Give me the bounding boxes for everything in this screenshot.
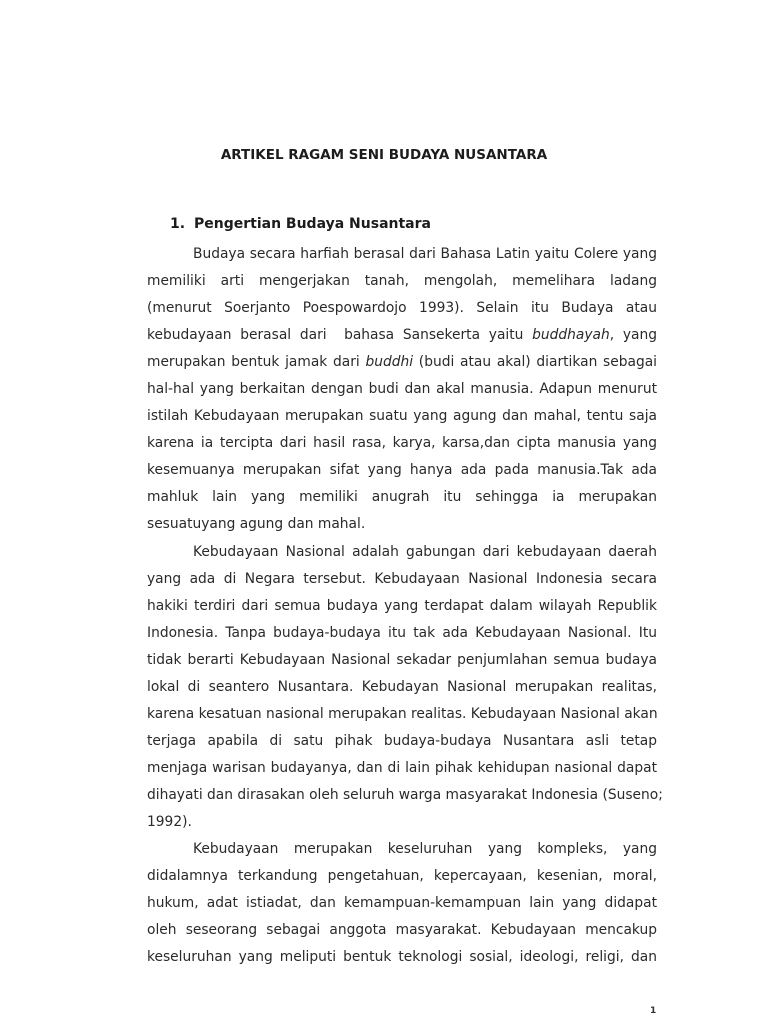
text-segment: merupakan bentuk jamak dari (147, 354, 366, 370)
paragraph-2-line: terjaga apabila di satu pihak budaya-budaya Nusantara asli tetap (147, 733, 657, 749)
paragraph-2-line: lokal di seantero Nusantara. Kebudayan Nasional merupakan realitas, (147, 679, 657, 695)
paragraph-3-line: keseluruhan yang meliputi bentuk teknologi sosial, ideologi, religi, dan (147, 949, 657, 965)
paragraph-2-line: hakiki terdiri dari semua budaya yang terdapat dalam wilayah Republik (147, 598, 657, 614)
paragraph-2-line: 1992). (147, 814, 192, 830)
paragraph-1-line: (menurut Soerjanto Poespowardojo 1993). Selain itu Budaya atau (147, 300, 657, 316)
text-segment: (budi atau akal) diartikan sebagai (413, 354, 657, 370)
italic-term: buddhayah (532, 327, 610, 343)
paragraph-1-line: hal-hal yang berkaitan dengan budi dan akal manusia. Adapun menurut (147, 381, 657, 397)
paragraph-3-line: hukum, adat istiadat, dan kemampuan-kemampuan lain yang didapat (147, 895, 657, 911)
text-segment: , yang (609, 327, 657, 343)
paragraph-3-line: didalamnya terkandung pengetahuan, kepercayaan, kesenian, moral, (147, 868, 657, 884)
paragraph-2-line: tidak berarti Kebudayaan Nasional sekadar penjumlahan semua budaya (147, 652, 657, 668)
paragraph-2-line: Indonesia. Tanpa budaya-budaya itu tak ada Kebudayaan Nasional. Itu (147, 625, 657, 641)
paragraph-2-line: dihayati dan dirasakan oleh seluruh warga masyarakat Indonesia (Suseno; (147, 787, 663, 803)
paragraph-1-line: Budaya secara harfiah berasal dari Bahasa Latin yaitu Colere yang (193, 246, 657, 262)
paragraph-1-line: karena ia tercipta dari hasil rasa, karya, karsa,dan cipta manusia yang (147, 435, 657, 451)
paragraph-1-line (147, 325, 657, 345)
italic-term: buddhi (365, 354, 414, 370)
paragraph-1-line: mahluk lain yang memiliki anugrah itu sehingga ia merupakan (147, 489, 657, 505)
section-number: 1. (170, 216, 186, 232)
section-title: Pengertian Budaya Nusantara (194, 216, 431, 232)
paragraph-3-line: Kebudayaan merupakan keseluruhan yang kompleks, yang (193, 841, 657, 857)
paragraph-2-line: menjaga warisan budayanya, dan di lain pihak kehidupan nasional dapat (147, 760, 657, 776)
paragraph-1-line: kesemuanya merupakan sifat yang hanya ada pada manusia.Tak ada (147, 462, 657, 478)
document-title: ARTIKEL RAGAM SENI BUDAYA NUSANTARA (220, 147, 548, 163)
paragraph-2-line: yang ada di Negara tersebut. Kebudayaan Nasional Indonesia secara (147, 571, 657, 587)
paragraph-1-line: sesuatuyang agung dan mahal. (147, 516, 366, 532)
paragraph-2-line: Kebudayaan Nasional adalah gabungan dari kebudayaan daerah (193, 544, 657, 560)
paragraph-1-line (147, 352, 657, 372)
paragraph-2-line: karena kesatuan nasional merupakan realitas. Kebudayaan Nasional akan (147, 706, 658, 722)
page-number: 1 (650, 1006, 657, 1016)
paragraph-3-line: oleh seseorang sebagai anggota masyarakat. Kebudayaan mencakup (147, 922, 657, 938)
paragraph-1-line: istilah Kebudayaan merupakan suatu yang agung dan mahal, tentu saja (147, 408, 657, 424)
paragraph-1-line: memiliki arti mengerjakan tanah, mengolah, memelihara ladang (147, 273, 657, 289)
text-segment: kebudayaan berasal dari bahasa Sansekerta yaitu (147, 327, 533, 343)
